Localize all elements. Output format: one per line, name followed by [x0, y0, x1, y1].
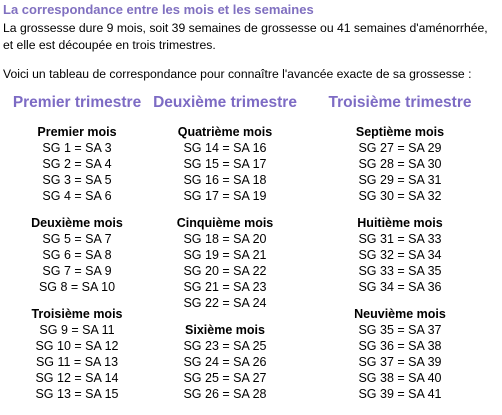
month-title: Sixième mois: [185, 323, 265, 337]
month-block: [325, 215, 475, 295]
week-row: SG 26 = SA 28: [183, 387, 267, 401]
month-title: Cinquième mois: [176, 216, 274, 230]
week-row: SG 20 = SA 22: [183, 264, 267, 278]
week-row: SG 31 = SA 33: [358, 232, 442, 246]
month-title: Quatrième mois: [177, 125, 273, 139]
week-row: SG 32 = SA 34: [358, 248, 442, 262]
week-row: SG 25 = SA 27: [183, 371, 267, 385]
week-row: SG 35 = SA 37: [358, 323, 442, 337]
week-row: SG 23 = SA 25: [183, 339, 267, 353]
week-row: SG 24 = SA 26: [183, 355, 267, 369]
week-row: SG 28 = SA 30: [358, 157, 442, 171]
week-row: SG 39 = SA 41: [358, 387, 442, 401]
month-block: [325, 124, 475, 204]
trimester-column-2: [150, 94, 300, 413]
month-block: [150, 215, 300, 311]
trimester-heading: Troisième trimestre: [328, 94, 472, 111]
trimester-heading: Deuxième trimestre: [153, 94, 297, 111]
week-row: SG 36 = SA 38: [358, 339, 442, 353]
intro-paragraph: La grossesse dure 9 mois, soit 39 semaines de grossesse ou 41 semaines d'aménorrhée, et elle est découpée en trois trimestres.: [3, 21, 488, 52]
week-row: SG 12 = SA 14: [35, 371, 119, 385]
week-row: SG 17 = SA 19: [183, 189, 267, 203]
week-row: SG 21 = SA 23: [183, 280, 267, 294]
month-title: Neuvième mois: [354, 307, 446, 321]
week-row: SG 13 = SA 15: [35, 387, 119, 401]
week-row: SG 19 = SA 21: [183, 248, 267, 262]
week-row: SG 16 = SA 18: [183, 173, 267, 187]
trimester-column-1: [2, 94, 152, 413]
month-title: Huitième mois: [357, 216, 443, 230]
week-row: SG 14 = SA 16: [183, 141, 267, 155]
week-row: SG 11 = SA 13: [35, 355, 119, 369]
week-row: SG 2 = SA 4: [42, 157, 112, 171]
week-row: SG 9 = SA 11: [39, 323, 115, 337]
week-row: SG 4 = SA 6: [42, 189, 112, 203]
page-title: La correspondance entre les mois et les semaines: [3, 2, 314, 17]
month-title: Premier mois: [37, 125, 117, 139]
week-row: SG 5 = SA 7: [42, 232, 112, 246]
week-row: SG 7 = SA 9: [42, 264, 112, 278]
week-row: SG 8 = SA 10: [38, 280, 116, 294]
week-row: SG 18 = SA 20: [183, 232, 267, 246]
month-block: [2, 306, 152, 402]
week-row: SG 6 = SA 8: [42, 248, 112, 262]
week-row: SG 1 = SA 3: [42, 141, 112, 155]
week-row: SG 34 = SA 36: [358, 280, 442, 294]
week-row: SG 27 = SA 29: [358, 141, 442, 155]
week-row: SG 37 = SA 39: [358, 355, 442, 369]
month-block: [2, 215, 152, 295]
trimester-column-3: [325, 94, 475, 413]
week-row: SG 29 = SA 31: [358, 173, 442, 187]
week-row: SG 38 = SA 40: [358, 371, 442, 385]
trimester-heading: Premier trimestre: [12, 94, 142, 111]
week-row: SG 3 = SA 5: [42, 173, 112, 187]
month-block: [2, 124, 152, 204]
month-title: Deuxième mois: [31, 216, 123, 230]
lead-paragraph: Voici un tableau de correspondance pour connaître l'avancée exacte de sa grossesse :: [3, 67, 472, 81]
month-block: [325, 306, 475, 402]
month-title: Septième mois: [355, 125, 445, 139]
month-title: Troisième mois: [31, 307, 123, 321]
week-row: SG 22 = SA 24: [183, 296, 267, 310]
week-row: SG 10 = SA 12: [35, 339, 119, 353]
week-row: SG 33 = SA 35: [358, 264, 442, 278]
week-row: SG 30 = SA 32: [358, 189, 442, 203]
month-block: [150, 322, 300, 402]
month-block: [150, 124, 300, 204]
week-row: SG 15 = SA 17: [183, 157, 267, 171]
